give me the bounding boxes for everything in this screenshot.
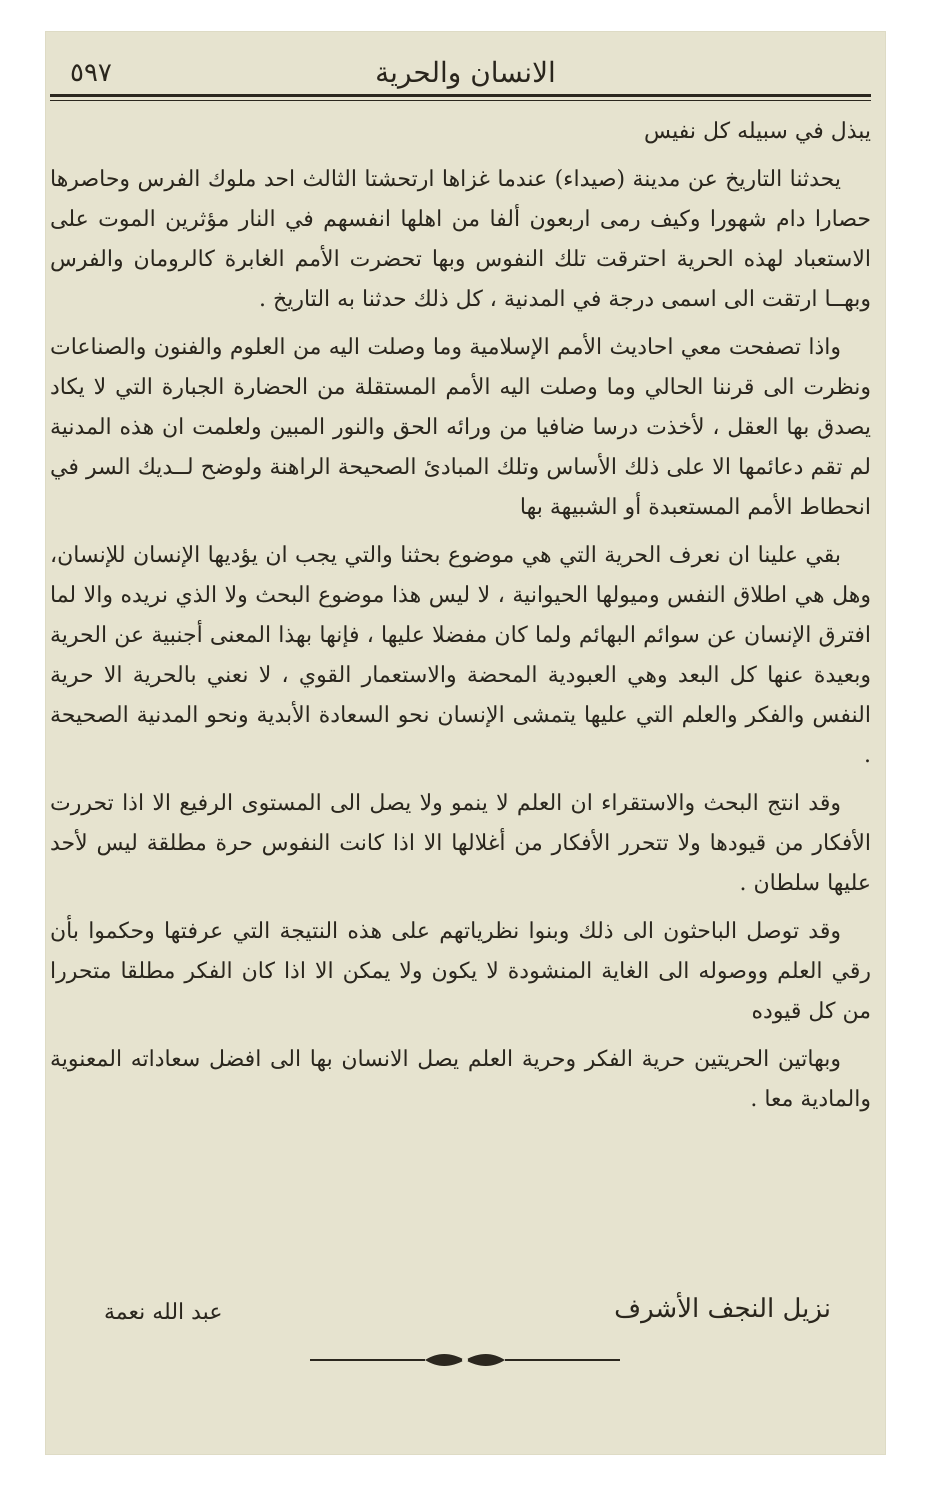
paragraph-islamic-nations: واذا تصفحت معي احاديث الأمم الإسلامية وما وصلت اليه من العلوم والفنون والصناعات ونظرت الى قرننا الحالي وما وصلت اليه الأمم المستقلة من الحضارة الجبارة التي لا يكاد يصدق بها العقل ، لأخذت درسا ضافيا من ورائه الحق والنور المبين ولعلمت ان هذه المدنية لم تقم دعائمها الا على ذلك الأساس وتلك المبادئ الصحيحة الراهنة ولوضح لــديك السر في انحطاط الأمم المستعبدة أو الشبيهة بها [50,335,871,520]
page-header [46,48,885,98]
signature-author: عبد الله نعمة [104,1300,223,1325]
paragraph-saida: يحدثنا التاريخ عن مدينة (صيداء) عندما غزاها ارتحشتا الثالث احد ملوك الفرس وحاصرها حصارا دام شهورا وكيف رمى اربعون ألفا من اهلها انفسهم في النار مؤثرين الموت على الاستعباد لهذه الحرية احترقت تلك النفوس وبها تحضرت الأمم الغابرة كالرومان والفرس وبهــا ارتقت الى اسمى درجة في المدنية ، كل ذلك حدثنا به التاريخ . [50,167,871,312]
signature-place: نزيل النجف الأشرف [614,1294,831,1324]
paragraph-definition-of-freedom: بقي علينا ان نعرف الحرية التي هي موضوع بحثنا والتي يجب ان يؤديها الإنسان للإنسان، وهل هي اطلاق النفس وميولها الحيوانية ، لا ليس هذا موضوع البحث ولا الذي نريده والا لما افترق الإنسان عن سوائم البهائم ولما كان مفضلا عليها ، فإنها بهذا المعنى أجنبية عن الحرية وبعيدة عنها كل البعد وهي العبودية المحضة والاستعمار القوي ، لا نعني بالحرية الا حرية النفس والفكر والعلم التي عليها يتمشى الإنسان نحو السعادة الأبدية ونحو المدنية الصحيحة . [50,543,871,768]
page-number: ٥٩٧ [70,58,112,88]
paragraph-research-conclusion: وقد انتج البحث والاستقراء ان العلم لا ينمو ولا يصل الى المستوى الرفيع الا اذا تحررت الأفكار من قيودها ولا تتحرر الأفكار من أغلالها الا اذا كانت النفوس حرة مطلقة ليس لأحد عليها سلطان . [50,791,871,896]
paragraph-continuation: يبذل في سبيله كل نفيس [644,119,871,144]
running-title: الانسان والحرية [375,56,556,89]
signature-block [46,1294,885,1338]
header-rule [50,94,871,97]
closing-ornament [310,1350,620,1370]
paragraph-two-freedoms: وبهاتين الحريتين حرية الفكر وحرية العلم يصل الانسان بها الى افضل سعاداته المعنوية والمادية معا . [50,1047,871,1112]
article-body [46,112,885,1128]
header-rule-thin [50,100,871,101]
paragraph-researchers: وقد توصل الباحثون الى ذلك وبنوا نظرياتهم على هذه النتيجة التي عرفتها وحكموا بأن رقي العلم ووصوله الى الغاية المنشودة لا يكون ولا يمكن الا اذا كان الفكر مطلقا متحررا من كل قيوده [50,919,871,1024]
scanned-page [46,32,885,1454]
